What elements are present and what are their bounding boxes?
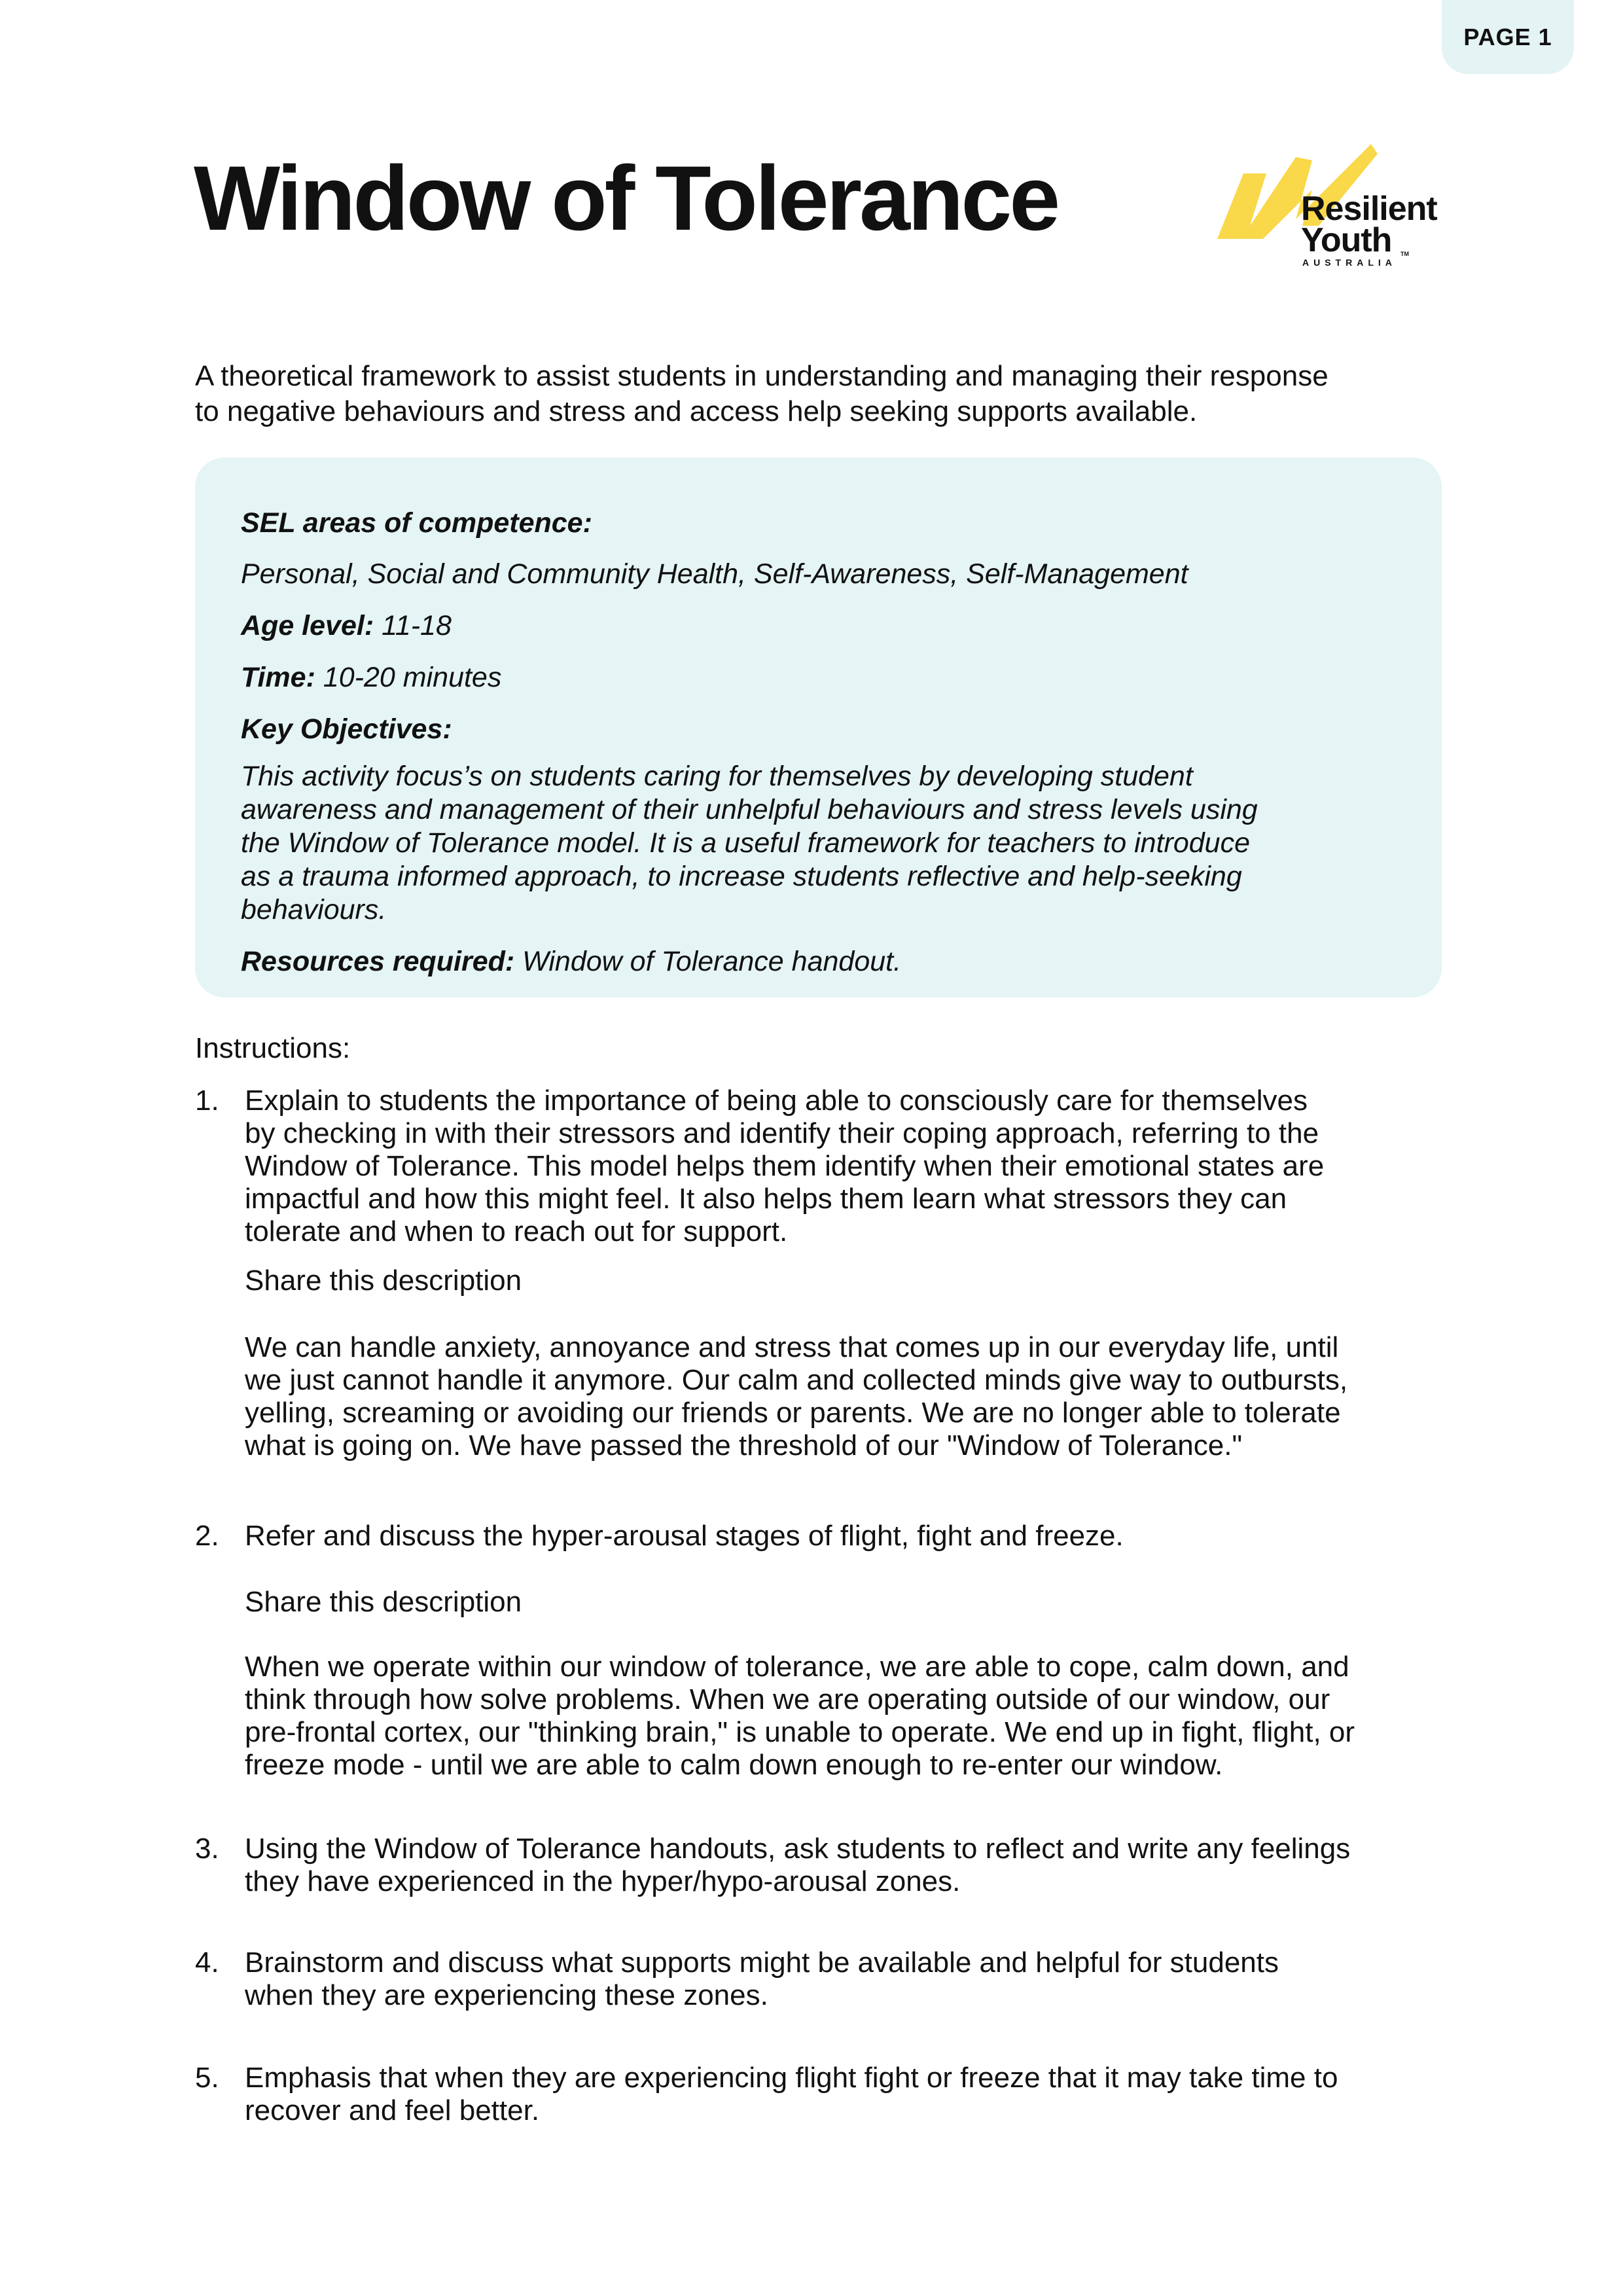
objectives-text bbox=[241, 760, 1258, 927]
desc-line: freeze mode - until we are able to calm down enough to re-enter our window. bbox=[245, 1749, 1223, 1781]
intro-paragraph bbox=[195, 359, 1329, 429]
desc-line: yelling, screaming or avoiding our friends or parents. We are no longer able to tolerate bbox=[245, 1397, 1341, 1429]
resilient-youth-logo bbox=[1204, 128, 1453, 268]
item-number: 3. bbox=[195, 1833, 219, 1865]
lesson-info-box bbox=[195, 457, 1442, 997]
item-line: Explain to students the importance of being able to consciously care for themselves bbox=[245, 1085, 1308, 1117]
item-line: Emphasis that when they are experiencing flight fight or freeze that it may take time to bbox=[245, 2062, 1338, 2094]
item-line: by checking in with their stressors and identify their coping approach, referring to the bbox=[245, 1117, 1319, 1149]
list-item bbox=[245, 1946, 1279, 2012]
logo-australia: AUSTRALIA bbox=[1302, 257, 1397, 268]
list-item bbox=[245, 1833, 1350, 1898]
logo-tm: TM bbox=[1400, 251, 1409, 257]
sel-label: SEL areas of competence: bbox=[241, 507, 592, 539]
item-line: tolerate and when to reach out for support. bbox=[245, 1215, 788, 1247]
item-line: Refer and discuss the hyper-arousal stages of flight, fight and freeze. bbox=[245, 1520, 1124, 1552]
objectives-line: awareness and management of their unhelpful behaviours and stress levels using bbox=[241, 794, 1258, 825]
intro-line: A theoretical framework to assist students in understanding and managing their response bbox=[195, 360, 1329, 392]
age-level: Age level: 11-18 bbox=[241, 610, 452, 641]
sel-value: Personal, Social and Community Health, Self-Awareness, Self-Management bbox=[241, 558, 1188, 590]
logo-line2: Youth bbox=[1301, 221, 1392, 259]
intro-line: to negative behaviours and stress and access help seeking supports available. bbox=[195, 395, 1198, 427]
item-number: 5. bbox=[195, 2062, 219, 2094]
objectives-label: Key Objectives: bbox=[241, 713, 452, 745]
item-line: when they are experiencing these zones. bbox=[245, 1979, 768, 2011]
objectives-line: This activity focus’s on students caring for themselves by developing student bbox=[241, 761, 1193, 792]
desc-line: what is going on. We have passed the threshold of our "Window of Tolerance." bbox=[245, 1429, 1243, 1462]
item-number: 4. bbox=[195, 1946, 219, 1979]
item-number: 2. bbox=[195, 1520, 219, 1552]
objectives-line: the Window of Tolerance model. It is a useful framework for teachers to introduce bbox=[241, 827, 1250, 859]
time: Time: 10-20 minutes bbox=[241, 662, 502, 693]
logo-line1: Resilient bbox=[1301, 190, 1437, 228]
list-item bbox=[245, 1085, 1324, 1248]
desc-line: we just cannot handle it anymore. Our calm and collected minds give way to outbursts, bbox=[245, 1364, 1348, 1396]
page-number-badge: PAGE 1 bbox=[1442, 0, 1574, 74]
instructions-heading: Instructions: bbox=[195, 1032, 351, 1064]
desc-line: When we operate within our window of tolerance, we are able to cope, calm down, and bbox=[245, 1651, 1349, 1683]
desc-line: pre-frontal cortex, our "thinking brain," is unable to operate. We end up in fight, flight, or bbox=[245, 1716, 1355, 1748]
list-item bbox=[245, 1520, 1124, 1552]
item-line: Brainstorm and discuss what supports might be available and helpful for students bbox=[245, 1946, 1279, 1979]
item-number: 1. bbox=[195, 1085, 219, 1117]
item-line: they have experienced in the hyper/hypo-arousal zones. bbox=[245, 1865, 961, 1897]
share-heading: Share this description bbox=[245, 1265, 522, 1297]
list-item bbox=[245, 2062, 1338, 2127]
objectives-line: behaviours. bbox=[241, 894, 387, 925]
objectives-line: as a trauma informed approach, to increase students reflective and help-seeking bbox=[241, 861, 1242, 892]
logo-text bbox=[1301, 190, 1437, 259]
share-heading: Share this description bbox=[245, 1586, 522, 1618]
desc-line: We can handle anxiety, annoyance and stress that comes up in our everyday life, until bbox=[245, 1331, 1339, 1363]
item-line: impactful and how this might feel. It also helps them learn what stressors they can bbox=[245, 1183, 1287, 1215]
description bbox=[245, 1651, 1355, 1782]
item-line: recover and feel better. bbox=[245, 2094, 540, 2126]
item-line: Window of Tolerance. This model helps them identify when their emotional states are bbox=[245, 1150, 1325, 1182]
description bbox=[245, 1331, 1347, 1462]
item-line: Using the Window of Tolerance handouts, ask students to reflect and write any feelings bbox=[245, 1833, 1351, 1865]
desc-line: think through how solve problems. When we are operating outside of our window, our bbox=[245, 1683, 1330, 1715]
resources: Resources required: Window of Tolerance handout. bbox=[241, 946, 902, 977]
page-title: Window of Tolerance bbox=[194, 147, 1058, 249]
